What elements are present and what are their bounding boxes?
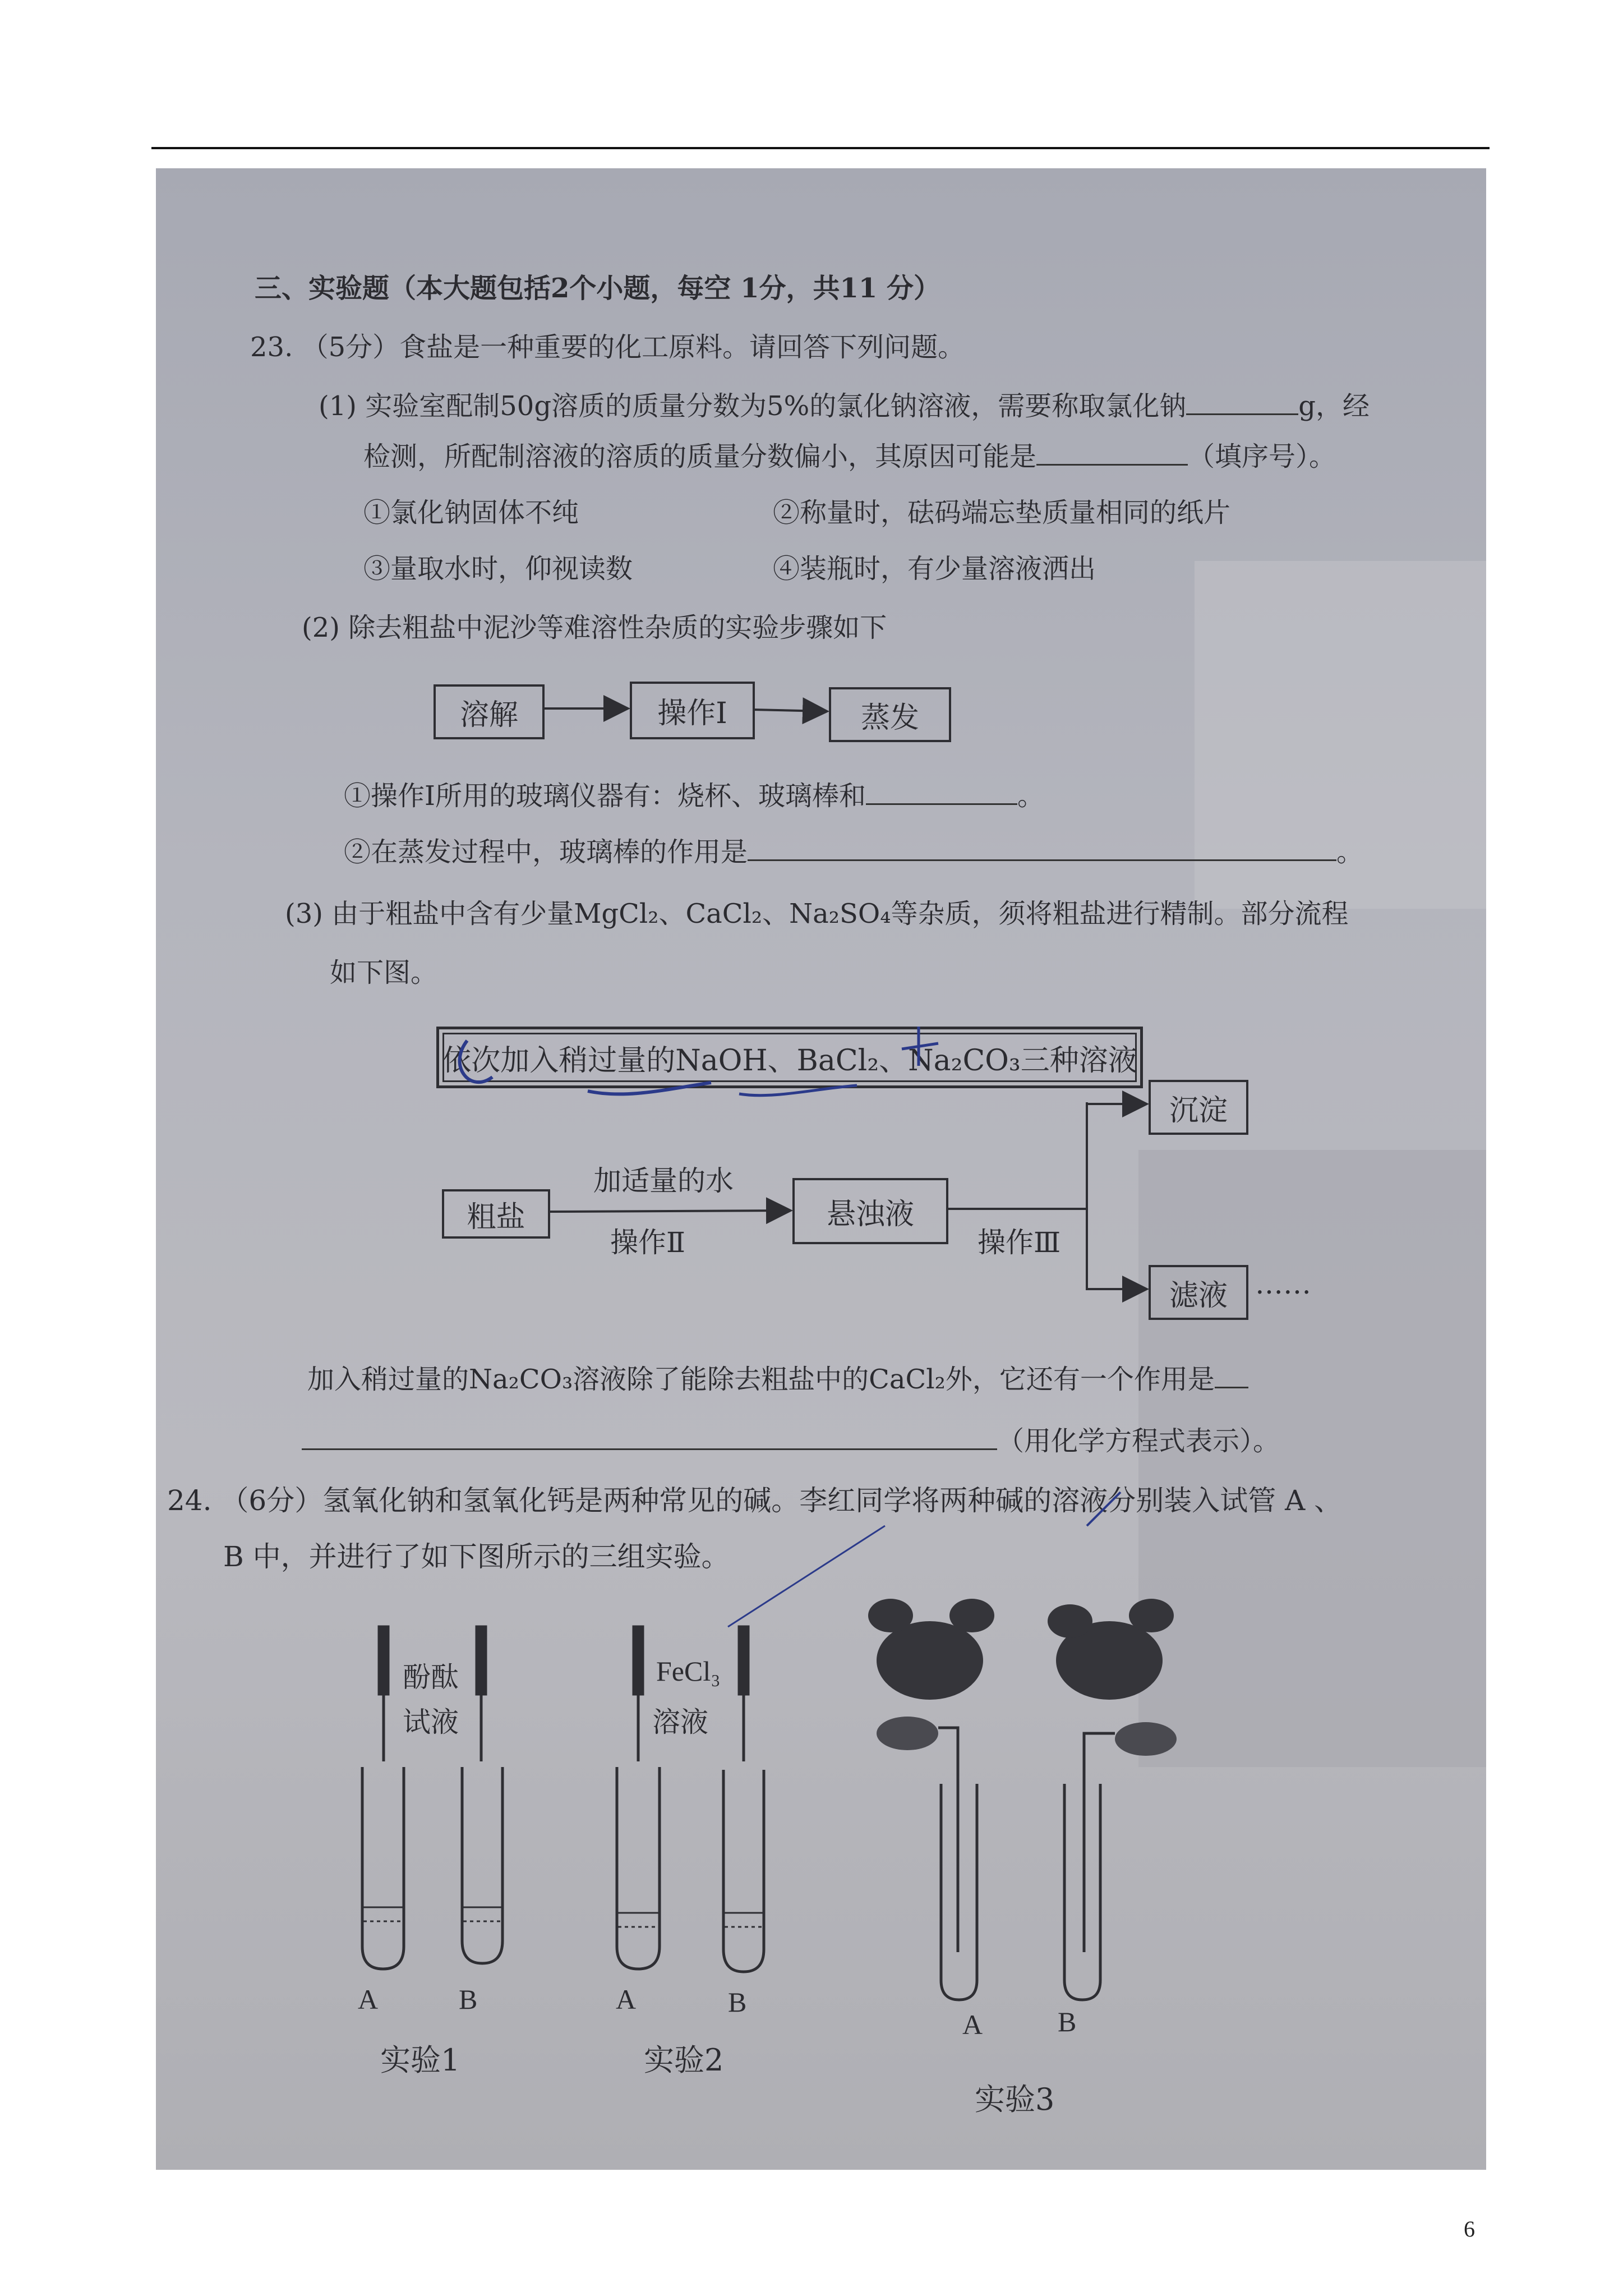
exp3-tube-b: B [1058, 2006, 1077, 2037]
pen-mark [1087, 1492, 1121, 1526]
q23-p3-line1: (3) 由于粗盐中含有少量MgCl₂、CaCl₂、Na₂SO₄等杂质，须将粗盐进行精制。部分流程 [285, 898, 1349, 930]
header-rule [151, 147, 1490, 149]
flow-arrow [548, 1211, 789, 1212]
q23-p1-unit: g，经 [1298, 390, 1370, 422]
reagent-fecl3: FeCl₃ [656, 1655, 721, 1687]
dropper-icon [634, 1627, 748, 1761]
liquid-level [363, 1907, 501, 1921]
q24-line1: 24. （6分）氢氧化钠和氢氧化钙是两种常见的碱。李红同学将两种碱的溶液分别装入试管 A 、 [167, 1484, 1343, 1517]
period: 。 [1017, 780, 1044, 812]
straw-icon [938, 1728, 1115, 1952]
exp3-tube-a: A [962, 2009, 983, 2040]
q23-p2-intro: (2) 除去粗盐中泥沙等难溶性杂质的实验步骤如下 [302, 612, 887, 643]
q24-line2: B 中，并进行了如下图所示的三组实验。 [223, 1540, 730, 1573]
option-4: ④装瓶时，有少量溶液洒出 [773, 553, 1096, 585]
q23-p3-q-text: 加入稍过量的Na₂CO₃溶液除了能除去粗盐中的CaCl₂外，它还有一个作用是 [307, 1364, 1215, 1395]
flow-step-dissolve: 溶解 [434, 684, 545, 739]
reagent-box: 依次加入稍过量的NaOH、BaCl₂、Na₂CO₃三种溶液 [436, 1027, 1143, 1088]
section-title: 三、实验题（本大题包括2个小题，每空 1分，共11 分） [255, 273, 941, 304]
test-tube-icon [362, 1767, 502, 1969]
q23-p1-text: (1) 实验室配制50g溶质的质量分数为5%的氯化钠溶液，需要称取氯化钠 [319, 390, 1187, 422]
diagram-graphics [156, 168, 1486, 2170]
exam-photo [156, 168, 1486, 2170]
q23-p2-q2-text: ②在蒸发过程中，玻璃棒的作用是 [344, 836, 748, 868]
pen-mark [902, 1027, 938, 1066]
reagent-solution: 溶液 [652, 1706, 708, 1738]
flow-arrow [753, 710, 825, 711]
suspension-box: 悬浊液 [792, 1178, 948, 1244]
q23-stem: 23. （5分）食盐是一种重要的化工原料。请回答下列问题。 [250, 332, 965, 363]
option-3: ③量取水时，仰视读数 [363, 553, 633, 585]
exp1-caption: 实验1 [380, 2042, 460, 2078]
exp3-caption: 实验3 [975, 2082, 1055, 2117]
operation-3-label: 操作Ⅲ [978, 1226, 1061, 1259]
q23-p2-q1-text: ①操作Ⅰ所用的玻璃仪器有：烧杯、玻璃棒和 [344, 780, 866, 812]
pen-mark [739, 1085, 857, 1096]
exp2-caption: 实验2 [644, 2042, 724, 2078]
add-water-label: 加适量的水 [593, 1165, 734, 1197]
exp1-tube-a: A [358, 1984, 379, 2015]
reagent-indicator: 试液 [403, 1706, 459, 1738]
exp2-tube-a: A [616, 1984, 637, 2015]
q23-p1-hint: （填序号）。 [1188, 441, 1336, 472]
crude-salt-box: 粗盐 [442, 1189, 550, 1239]
exp1-tube-b: B [459, 1984, 478, 2015]
operation-2-label: 操作Ⅱ [610, 1226, 685, 1259]
flow-step-operation-1: 操作Ⅰ [630, 682, 755, 739]
reagent-phenolphthalein: 酚酞 [403, 1661, 459, 1694]
q23-p3-hint: （用化学方程式表示）。 [997, 1425, 1280, 1457]
period: 。 [1336, 836, 1364, 868]
pen-mark [460, 1041, 492, 1082]
test-tube-icon [617, 1767, 764, 1972]
dropper-icon [379, 1627, 486, 1761]
flow-step-evaporate: 蒸发 [829, 687, 951, 742]
filtrate-box: 滤液 [1149, 1265, 1248, 1320]
page-number: 6 [1464, 2216, 1475, 2242]
option-2: ②称量时，砝码端忘垫质量相同的纸片 [773, 497, 1231, 528]
exp2-tube-b: B [728, 1986, 747, 2018]
option-1: ①氯化钠固体不纯 [363, 497, 579, 528]
precipitate-box: 沉淀 [1149, 1080, 1248, 1135]
pen-mark [728, 1526, 885, 1627]
liquid-level [618, 1913, 763, 1927]
q23-p3-line2: 如下图。 [330, 957, 438, 988]
pen-mark [588, 1083, 711, 1094]
q23-p1-text2: 检测，所配制溶液的溶质的质量分数偏小，其原因可能是 [363, 441, 1037, 472]
test-tube-icon [941, 1784, 1100, 2000]
student-head-icon [868, 1599, 994, 1750]
ellipsis: …… [1255, 1268, 1311, 1300]
